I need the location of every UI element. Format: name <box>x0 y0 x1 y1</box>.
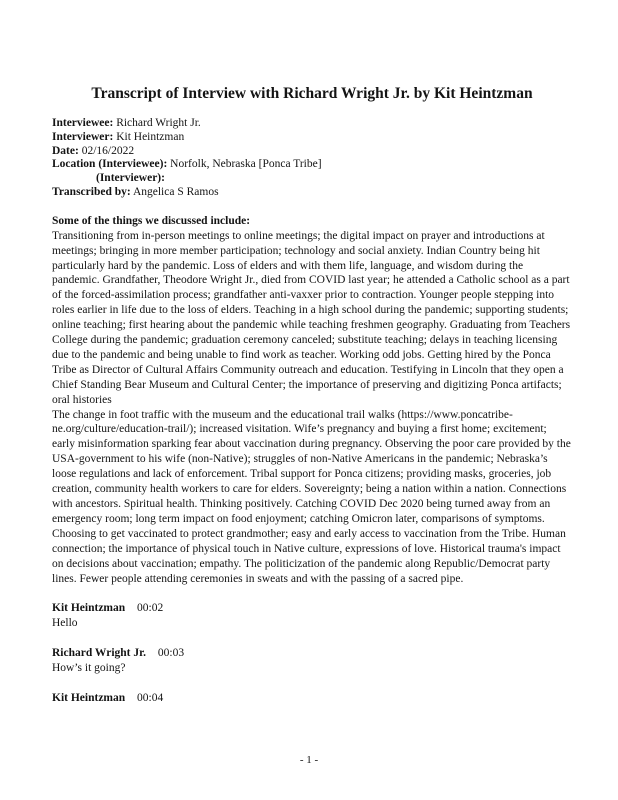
metadata-label: Date: <box>52 144 79 157</box>
metadata-label: Interviewer: <box>52 130 114 143</box>
dialogue-entry-header <box>52 691 572 706</box>
metadata-row-location-interviewer <box>52 172 572 186</box>
metadata-row-interviewer <box>52 131 572 145</box>
speaker-name: Kit Heintzman <box>52 602 126 615</box>
metadata-label: Interviewee: <box>52 117 114 129</box>
metadata-row-location-interviewee <box>52 158 572 172</box>
speaker-name: Kit Heintzman <box>52 692 126 705</box>
metadata-value: Kit Heintzman <box>116 130 185 143</box>
speaker-name: Richard Wright Jr. <box>52 647 147 660</box>
metadata-value: Angelica S Ramos <box>132 185 219 198</box>
metadata-value: Norfolk, Nebraska [Ponca Tribe] <box>170 158 322 171</box>
metadata-block <box>52 117 572 200</box>
metadata-row-transcribed-by <box>52 186 572 200</box>
discussion-summary-section <box>52 214 572 587</box>
summary-paragraph-1: Transitioning from in-person meetings to online meetings; the digital impact on prayer and introductions at meetings; bringing in more member participation; technology and social anxiety. Indian Country being hit particularly hard by the pandemic. Loss of elders and with them life, language, and wisdom during the pandemic. Grandfather, Theodore Wright Jr., died from COVID last year; he attended a Catholic school as a part of the forced-assimilation process; grandfather anti-vaxxer prior to contraction. Younger people stepping into roles earlier in life due to the loss of elders. Teaching in a high school during the pandemic; supporting students; online teaching; first hearing about the pandemic while teaching freshmen geography. Graduating from Teachers College during the pandemic; graduation ceremony canceled; substitute teaching; delays in teaching licensing due to the pandemic and being unable to find work as teacher. Working odd jobs. Getting hired by the Ponca Tribe as Director of Cultural Affairs Community outreach and education. Testifying in Lincoln that they open a Chief Standing Bear Museum and Cultural Center; the importance of preserving and digitizing Ponca artifacts; oral histories <box>52 229 571 406</box>
metadata-label: (Interviewer): <box>96 172 165 185</box>
document-page <box>52 84 572 721</box>
timestamp: 00:02 <box>137 602 164 615</box>
dialogue-entry <box>52 646 572 676</box>
dialogue-entry <box>52 601 572 631</box>
metadata-label: Transcribed by: <box>52 185 131 198</box>
metadata-row-interviewee <box>52 117 572 131</box>
dialogue-text: How’s it going? <box>52 662 126 675</box>
summary-paragraph-2: The change in foot traffic with the museum and the educational trail walks (https://www.poncatribe-ne.org/culture/education-trail/); increased visitation. Wife’s pregnancy and buying a first home; excitement; early misinformation sparking fear about vaccination during pregnancy. Observing the poor care provided by the USA-government to his wife (non-Native); struggles of non-Native Americans in the pandemic; Nebraska’s loose regulations and lack of enforcement. Tribal support for Ponca citizens; providing masks, groceries, job creation, community health workers to care for elders. Sovereignty; being a nation within a nation. Connections with ancestors. Spiritual health. Thinking positively. Catching COVID Dec 2020 being turned away from an emergency room; long term impact on food enjoyment; catching Omicron later, comparisons of symptoms. Choosing to get vaccinated to protect grandmother; easy and early access to vaccination from the Tribe. Human connection; the importance of physical touch in Native culture, expressions of love. Historical trauma's impact on decisions about vaccination; empathy. The politicization of the pandemic along Republic/Democrat party lines. Fewer people attending ceremonies in sweats and with the passing of a sacred pipe. <box>52 408 571 585</box>
summary-heading: Some of the things we discussed include: <box>52 214 251 227</box>
metadata-value: Richard Wright Jr. <box>116 117 201 129</box>
metadata-row-date <box>52 145 572 159</box>
timestamp: 00:03 <box>157 647 185 660</box>
dialogue-text: Hello <box>52 617 78 630</box>
page-title: Transcript of Interview with Richard Wright Jr. by Kit Heintzman <box>91 85 533 102</box>
metadata-label: Location (Interviewee): <box>52 158 168 171</box>
dialogue-section <box>52 601 572 706</box>
dialogue-entry-header <box>52 601 572 616</box>
metadata-value: 02/16/2022 <box>81 144 135 157</box>
dialogue-entry <box>52 691 572 706</box>
page-number: - 1 - <box>299 754 319 766</box>
dialogue-entry-header <box>52 646 572 661</box>
timestamp: 00:04 <box>137 692 164 705</box>
